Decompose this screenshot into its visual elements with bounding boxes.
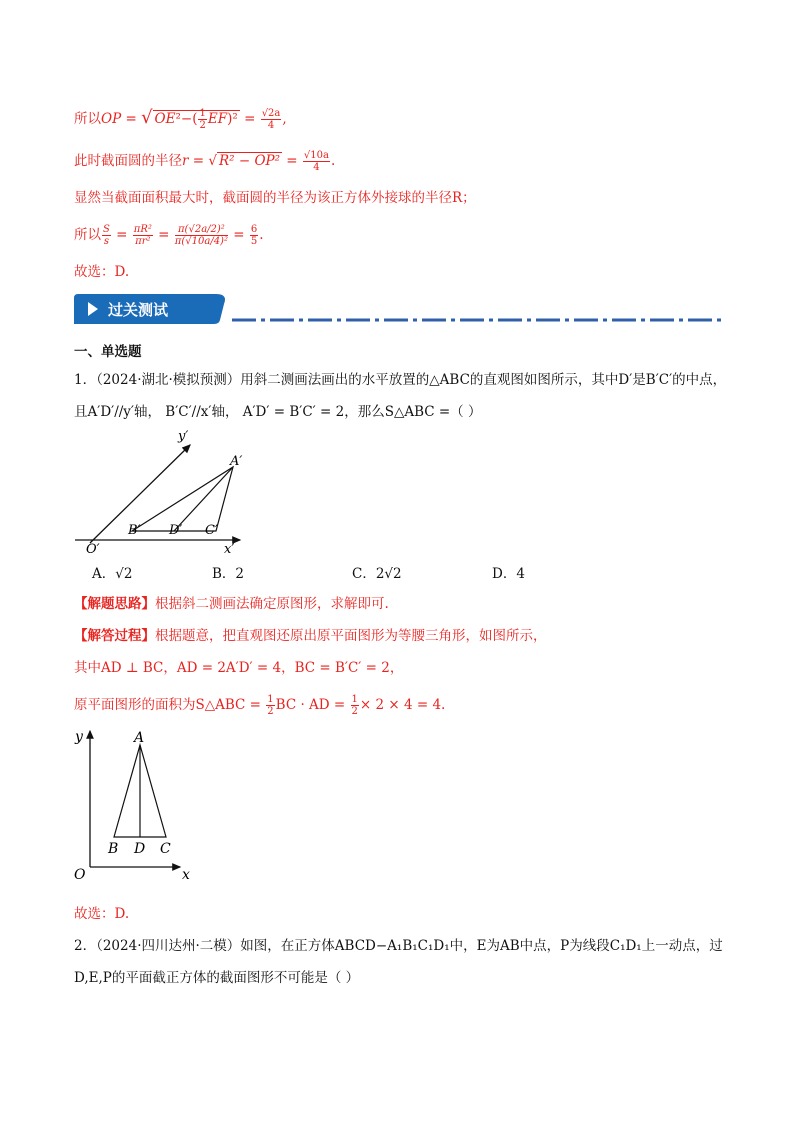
label-c: C xyxy=(160,841,171,857)
solution-idea xyxy=(74,594,389,614)
option-key: C． xyxy=(352,566,376,582)
frac-num: √10a xyxy=(303,150,329,161)
label-c-prime: C′ xyxy=(205,523,218,538)
q2-stem-line1: 2．（2024·四川达州·二模）如图，在正方体ABCD−A₁B₁C₁D₁中，E为AB中点，P为线段C₁D₁上一动点，过 xyxy=(74,938,723,954)
answer-q1: 故选：D. xyxy=(74,906,130,922)
option-value: √2 xyxy=(115,566,133,582)
frac-den: 4 xyxy=(313,162,320,173)
solution-process xyxy=(74,626,547,646)
label-d-prime: D′ xyxy=(169,523,183,538)
frac-num: √2a xyxy=(261,108,281,119)
option-a[interactable] xyxy=(92,562,132,582)
frac-num: 1 xyxy=(267,694,274,705)
solution-line-radius: 此时截面圆的半径r = √ R² − OP² = $\frac{√10a}{4}$ . xyxy=(74,150,336,173)
process-text: 根据题意，把直观图还原出原平面图形为等腰三角形，如图所示， xyxy=(155,628,547,644)
math-root: R² − OP² xyxy=(218,153,281,169)
math-r: r xyxy=(182,153,189,169)
label-x-prime: x′ xyxy=(224,542,235,557)
solution-line-max: 显然当截面面积最大时，截面圆的半径为该正方体外接球的半径R； xyxy=(74,190,476,206)
frac-den: 2 xyxy=(351,706,358,717)
option-d[interactable] xyxy=(492,562,525,582)
solution-line-ad: 其中AD ⊥ BC，AD = 2A′D′ = 4，BC = B′C′ = 2， xyxy=(74,660,404,676)
option-key: A． xyxy=(92,566,116,582)
math-op: OP xyxy=(101,111,122,127)
label-x: x xyxy=(182,867,190,883)
label-y-prime: y′ xyxy=(178,429,189,444)
label-d: D xyxy=(134,841,146,857)
banner-dash-line xyxy=(232,318,726,322)
option-key: D． xyxy=(492,566,517,582)
q1-stem-line1: 1．（2024·湖北·模拟预测）用斜二测画法画出的水平放置的△ABC的直观图如图所示，其中D′是B′C′的中点， xyxy=(74,372,727,388)
text: 此时截面圆的半径 xyxy=(74,153,182,169)
label-o-prime: O′ xyxy=(86,542,100,557)
frac-den: 2 xyxy=(267,706,274,717)
idea-tag: 【解题思路】 xyxy=(74,596,155,612)
solution-line-ratio: 所以 $\frac{S}{s}$ = $\frac{\text{πR²}}{\text{πr²}}$ = $\frac{\text{π(√2a/2)²}}{\text{π(√10a/4)²}}$ = $\frac{6}{5}$ . xyxy=(74,224,264,247)
option-value: 2√2 xyxy=(375,566,402,582)
text: 原平面图形的面积为S△ABC = xyxy=(74,697,261,713)
oblique-figure xyxy=(70,425,270,560)
text: BC · AD = xyxy=(275,697,346,713)
original-figure xyxy=(70,725,210,885)
text: 所以 xyxy=(74,227,101,243)
text: × 2 × 4 = 4. xyxy=(359,697,446,713)
label-b-prime: B′ xyxy=(128,523,141,538)
process-tag: 【解答过程】 xyxy=(74,628,155,644)
section-title: 一、单选题 xyxy=(74,344,142,360)
label-b: B xyxy=(108,841,119,857)
frac-den: 4 xyxy=(267,120,275,131)
frac-num: 1 xyxy=(351,694,358,705)
option-c[interactable] xyxy=(352,562,402,582)
label-a: A xyxy=(134,730,145,746)
solution-line-area xyxy=(74,694,445,717)
answer-prev: 故选：D. xyxy=(74,264,130,280)
label-a-prime: A′ xyxy=(230,454,243,469)
math-oe: OE xyxy=(154,111,176,127)
frac-den: 5 xyxy=(250,236,258,247)
label-y: y xyxy=(75,729,83,745)
q2-stem-line2: D,E,P的平面截正方体的截面图形不可能是（ ） xyxy=(74,970,360,986)
label-o: O xyxy=(74,867,86,883)
option-value: 2 xyxy=(235,566,245,582)
option-key: B． xyxy=(212,566,236,582)
banner-label: 过关测试 xyxy=(108,301,169,319)
solution-line-op: 所以OP = √ OE²−( $\frac{1}{2}$ EF)² = $\frac{√2a}{4}$ , xyxy=(74,107,287,131)
option-value: 4 xyxy=(516,566,525,582)
math-ef: EF xyxy=(207,111,228,127)
option-b[interactable] xyxy=(212,562,244,582)
text: 所以 xyxy=(74,111,101,127)
idea-text: 根据斜二测画法确定原图形，求解即可. xyxy=(155,596,389,612)
frac-num: 6 xyxy=(250,224,258,235)
q1-stem-line2: 且A′D′//y′轴， B′C′//x′轴， A′D′ = B′C′ = 2，那么S△ABC =（ ） xyxy=(74,404,482,420)
